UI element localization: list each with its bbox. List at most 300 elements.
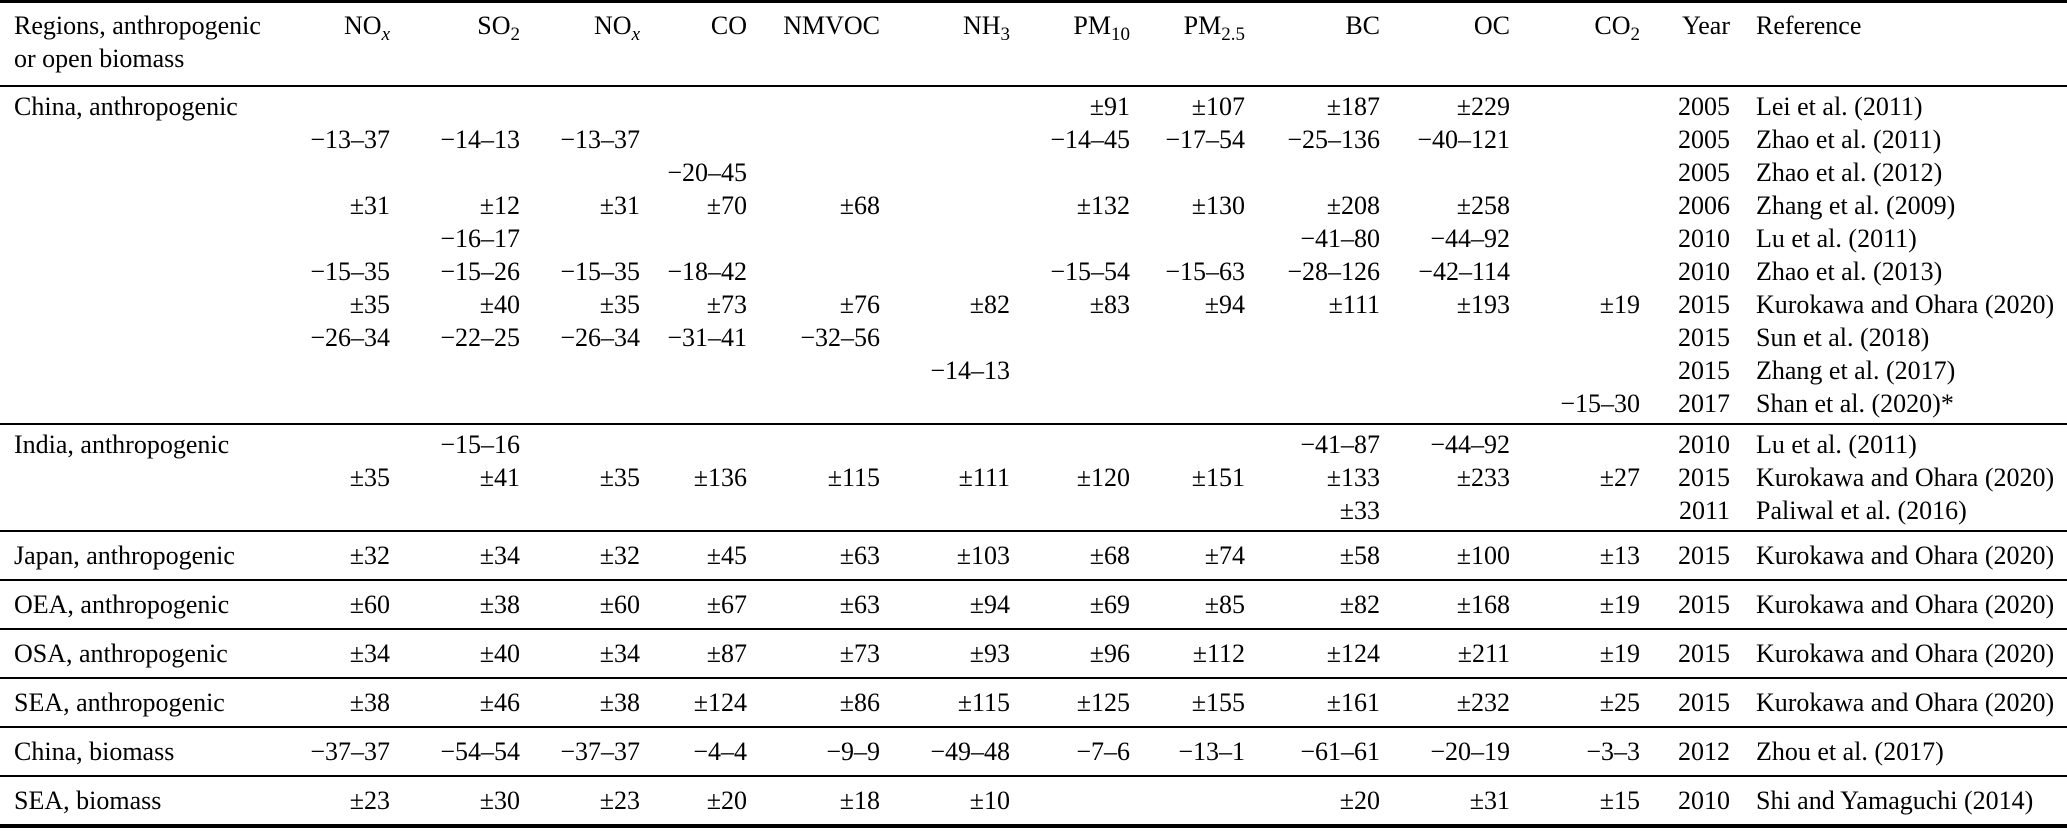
reference-value: Sun et al. (2018) xyxy=(1756,323,1930,352)
table-row xyxy=(0,222,2067,255)
nox1-value xyxy=(295,354,390,387)
nox1-value xyxy=(295,424,390,461)
nox1-value: ±32 xyxy=(349,541,390,570)
nh3-value: −49–48 xyxy=(930,737,1010,766)
header-base-text: Reference xyxy=(1756,11,1862,40)
section-osa-anthropogenic xyxy=(0,629,2067,678)
header-subscript: 2 xyxy=(510,24,520,46)
nox1-value: ±35 xyxy=(349,463,390,492)
nmvoc-value xyxy=(747,156,880,189)
reference-value: Lu et al. (2011) xyxy=(1756,224,1917,253)
pm25-value xyxy=(1130,354,1245,387)
co-value xyxy=(640,222,747,255)
reference-value: Zhang et al. (2017) xyxy=(1756,356,1956,385)
pm10-value xyxy=(1010,354,1130,387)
bc-value: ±161 xyxy=(1326,688,1380,717)
co-value: ±73 xyxy=(706,290,747,319)
column-header-bc xyxy=(1245,2,1380,87)
table-row xyxy=(0,156,2067,189)
so2-value xyxy=(390,387,520,424)
co-value: ±70 xyxy=(706,191,747,220)
so2-value: ±12 xyxy=(479,191,520,220)
year-value: 2005 xyxy=(1678,92,1730,121)
nox2-value: ±34 xyxy=(599,639,640,668)
nh3-value: ±103 xyxy=(956,541,1010,570)
header-base-text: CO xyxy=(710,11,747,40)
so2-value xyxy=(390,494,520,531)
nh3-value: ±82 xyxy=(969,290,1010,319)
nmvoc-value xyxy=(747,255,880,288)
bc-value: ±124 xyxy=(1326,639,1380,668)
co2-value: ±25 xyxy=(1599,688,1640,717)
nox1-value xyxy=(295,156,390,189)
nox2-value: ±23 xyxy=(599,786,640,815)
pm10-value: ±132 xyxy=(1076,191,1130,220)
nh3-value xyxy=(880,424,1010,461)
bc-value: −41–87 xyxy=(1300,430,1380,459)
year-value: 2015 xyxy=(1678,688,1730,717)
pm10-value xyxy=(1010,776,1130,826)
column-header-year xyxy=(1640,2,1730,87)
reference-value: Shi and Yamaguchi (2014) xyxy=(1756,786,2034,815)
column-header-nh3 xyxy=(880,2,1010,87)
year-value: 2015 xyxy=(1678,290,1730,319)
bc-value xyxy=(1245,156,1380,189)
column-header-nox2 xyxy=(520,2,640,87)
bc-value: −41–80 xyxy=(1300,224,1380,253)
column-header-so2 xyxy=(390,2,520,87)
co-value xyxy=(640,86,747,123)
nox2-value xyxy=(520,494,640,531)
header-base-text: OC xyxy=(1473,11,1510,40)
oc-value: ±100 xyxy=(1456,541,1510,570)
column-header-pm25 xyxy=(1130,2,1245,87)
reference-value: Kurokawa and Ohara (2020) xyxy=(1756,463,2055,492)
co2-value xyxy=(1510,321,1640,354)
so2-value xyxy=(390,86,520,123)
pm10-value: −7–6 xyxy=(1076,737,1130,766)
pm10-value xyxy=(1010,424,1130,461)
bc-value: ±33 xyxy=(1339,496,1380,525)
co-value xyxy=(640,387,747,424)
region-spacer xyxy=(0,354,295,387)
header-subscript: 2 xyxy=(1630,24,1640,46)
bc-value: ±20 xyxy=(1339,786,1380,815)
pm10-value: ±96 xyxy=(1089,639,1130,668)
co2-value xyxy=(1510,222,1640,255)
reference-value: Lu et al. (2011) xyxy=(1756,430,1917,459)
nox2-value xyxy=(520,387,640,424)
nox1-value: ±35 xyxy=(349,290,390,319)
header-base-text: PM xyxy=(1183,11,1222,40)
nmvoc-value: −9–9 xyxy=(826,737,880,766)
year-value: 2010 xyxy=(1678,430,1730,459)
pm10-value: ±120 xyxy=(1076,463,1130,492)
bc-value xyxy=(1245,321,1380,354)
region-spacer xyxy=(0,222,295,255)
oc-value: ±229 xyxy=(1456,92,1510,121)
reference-value: Kurokawa and Ohara (2020) xyxy=(1756,290,2055,319)
header-base-text: SO xyxy=(477,11,511,40)
year-value: 2005 xyxy=(1678,158,1730,187)
pm25-value: ±94 xyxy=(1204,290,1245,319)
region-label: India, anthropogenic xyxy=(14,430,230,459)
oc-value xyxy=(1380,494,1510,531)
region-label: OEA, anthropogenic xyxy=(14,590,230,619)
column-header-co xyxy=(640,2,747,87)
oc-value: −44–92 xyxy=(1430,224,1510,253)
nox2-value: ±32 xyxy=(599,541,640,570)
nh3-value xyxy=(880,222,1010,255)
co2-value xyxy=(1510,123,1640,156)
oc-value: ±258 xyxy=(1456,191,1510,220)
oc-value: ±193 xyxy=(1456,290,1510,319)
nh3-value: −14–13 xyxy=(930,356,1010,385)
so2-value: ±40 xyxy=(479,639,520,668)
region-spacer xyxy=(0,288,295,321)
nox1-value: ±60 xyxy=(349,590,390,619)
pm10-value xyxy=(1010,222,1130,255)
bc-value: ±58 xyxy=(1339,541,1380,570)
so2-value: ±38 xyxy=(479,590,520,619)
region-spacer xyxy=(0,387,295,424)
nox1-value xyxy=(295,86,390,123)
region-label: China, anthropogenic xyxy=(14,92,238,121)
table-row xyxy=(0,255,2067,288)
bc-value xyxy=(1245,354,1380,387)
region-spacer xyxy=(0,189,295,222)
pm10-value: ±69 xyxy=(1089,590,1130,619)
table-row xyxy=(0,727,2067,776)
bc-value: ±208 xyxy=(1326,191,1380,220)
co2-value xyxy=(1510,156,1640,189)
so2-value xyxy=(390,156,520,189)
reference-value: Zhou et al. (2017) xyxy=(1756,737,1944,766)
bc-value: −25–136 xyxy=(1287,125,1380,154)
table-row xyxy=(0,531,2067,580)
column-header-nox1 xyxy=(295,2,390,87)
so2-value: −16–17 xyxy=(440,224,520,253)
nh3-value: ±115 xyxy=(957,688,1010,717)
table-header xyxy=(0,2,2067,87)
oc-value xyxy=(1380,321,1510,354)
year-value: 2015 xyxy=(1678,541,1730,570)
column-header-reference xyxy=(1730,2,2067,87)
nh3-value: ±94 xyxy=(969,590,1010,619)
year-value: 2015 xyxy=(1678,356,1730,385)
nox1-value: −26–34 xyxy=(310,323,390,352)
nox1-value: ±34 xyxy=(349,639,390,668)
nox1-value xyxy=(295,494,390,531)
section-sea-anthropogenic xyxy=(0,678,2067,727)
section-china-anthropogenic xyxy=(0,86,2067,424)
header-subscript: x xyxy=(631,24,640,46)
nox2-value: ±38 xyxy=(599,688,640,717)
nmvoc-value xyxy=(747,424,880,461)
oc-value: ±232 xyxy=(1456,688,1510,717)
co2-value xyxy=(1510,354,1640,387)
pm25-value: ±112 xyxy=(1192,639,1245,668)
nox2-value xyxy=(520,354,640,387)
pm25-value: ±107 xyxy=(1191,92,1245,121)
nox2-value xyxy=(520,222,640,255)
nmvoc-value: ±76 xyxy=(839,290,880,319)
region-label: OSA, anthropogenic xyxy=(14,639,228,668)
so2-value: −54–54 xyxy=(440,737,520,766)
co-value xyxy=(640,494,747,531)
nox1-value: ±23 xyxy=(349,786,390,815)
nox2-value: −15–35 xyxy=(560,257,640,286)
year-value: 2015 xyxy=(1678,590,1730,619)
reference-value: Zhao et al. (2013) xyxy=(1756,257,1943,286)
co-value: ±67 xyxy=(706,590,747,619)
header-base-text: PM xyxy=(1073,11,1111,40)
nmvoc-value: ±63 xyxy=(839,541,880,570)
co-value: ±124 xyxy=(693,688,747,717)
nh3-value: ±10 xyxy=(969,786,1010,815)
oc-value: ±233 xyxy=(1456,463,1510,492)
pm25-value xyxy=(1130,321,1245,354)
nmvoc-value xyxy=(747,123,880,156)
pm25-value: ±130 xyxy=(1191,191,1245,220)
pm10-value: −14–45 xyxy=(1050,125,1130,154)
nmvoc-value: ±68 xyxy=(839,191,880,220)
year-value: 2015 xyxy=(1678,463,1730,492)
pm25-value xyxy=(1130,222,1245,255)
co-value: −18–42 xyxy=(667,257,747,286)
table-row xyxy=(0,629,2067,678)
co-value xyxy=(640,354,747,387)
section-oea-anthropogenic xyxy=(0,580,2067,629)
header-row xyxy=(0,2,2067,87)
table-row xyxy=(0,321,2067,354)
nox2-value: ±35 xyxy=(599,290,640,319)
reference-value: Zhang et al. (2009) xyxy=(1756,191,1956,220)
header-subscript: x xyxy=(381,24,390,46)
nmvoc-value xyxy=(747,86,880,123)
co-value: −20–45 xyxy=(667,158,747,187)
reference-value: Zhao et al. (2012) xyxy=(1756,158,1943,187)
year-value: 2005 xyxy=(1678,125,1730,154)
bc-value: ±187 xyxy=(1326,92,1380,121)
pm25-value xyxy=(1130,387,1245,424)
pm10-value: ±125 xyxy=(1076,688,1130,717)
pm25-value xyxy=(1130,424,1245,461)
reference-value: Kurokawa and Ohara (2020) xyxy=(1756,639,2055,668)
region-label: SEA, anthropogenic xyxy=(14,688,225,717)
table-row xyxy=(0,776,2067,826)
nmvoc-value xyxy=(747,494,880,531)
nmvoc-value: ±86 xyxy=(839,688,880,717)
oc-value xyxy=(1380,156,1510,189)
so2-value: −22–25 xyxy=(440,323,520,352)
reference-value: Zhao et al. (2011) xyxy=(1756,125,1942,154)
table-row xyxy=(0,461,2067,494)
nh3-value xyxy=(880,494,1010,531)
year-value: 2017 xyxy=(1678,389,1730,418)
year-value: 2012 xyxy=(1678,737,1730,766)
oc-value: −44–92 xyxy=(1430,430,1510,459)
nox1-value: ±38 xyxy=(349,688,390,717)
region-label: Japan, anthropogenic xyxy=(14,541,235,570)
co-value: ±45 xyxy=(706,541,747,570)
co-value xyxy=(640,123,747,156)
oc-value: ±211 xyxy=(1457,639,1510,668)
header-base-text: Year xyxy=(1682,11,1730,40)
bc-value: ±82 xyxy=(1339,590,1380,619)
table-row xyxy=(0,123,2067,156)
table-row xyxy=(0,678,2067,727)
region-spacer xyxy=(0,461,295,494)
nox1-value: −13–37 xyxy=(310,125,390,154)
pm25-value: ±155 xyxy=(1191,688,1245,717)
co2-value: ±13 xyxy=(1599,541,1640,570)
column-header-oc xyxy=(1380,2,1510,87)
pm10-value xyxy=(1010,156,1130,189)
region-spacer xyxy=(0,321,295,354)
co2-value: ±15 xyxy=(1599,786,1640,815)
section-sea-biomass xyxy=(0,776,2067,826)
year-value: 2010 xyxy=(1678,786,1730,815)
nmvoc-value: −32–56 xyxy=(800,323,880,352)
header-base-text: NMVOC xyxy=(783,11,880,40)
co2-value: ±19 xyxy=(1599,290,1640,319)
nox2-value: −37–37 xyxy=(560,737,640,766)
reference-value: Lei et al. (2011) xyxy=(1756,92,1923,121)
nox2-value xyxy=(520,156,640,189)
region-spacer xyxy=(0,255,295,288)
table-row xyxy=(0,86,2067,123)
oc-value: −20–19 xyxy=(1430,737,1510,766)
year-value: 2015 xyxy=(1678,323,1730,352)
pm10-value: ±83 xyxy=(1089,290,1130,319)
co2-value: ±27 xyxy=(1599,463,1640,492)
column-header-nmvoc xyxy=(747,2,880,87)
co2-value xyxy=(1510,86,1640,123)
co2-value xyxy=(1510,494,1640,531)
pm25-value xyxy=(1130,156,1245,189)
reference-value: Kurokawa and Ohara (2020) xyxy=(1756,688,2055,717)
table-row xyxy=(0,387,2067,424)
nox2-value: ±31 xyxy=(599,191,640,220)
pm25-value xyxy=(1130,494,1245,531)
nox2-value xyxy=(520,424,640,461)
nox1-value: −37–37 xyxy=(310,737,390,766)
table-row xyxy=(0,189,2067,222)
nmvoc-value: ±73 xyxy=(839,639,880,668)
reference-value: Shan et al. (2020)* xyxy=(1756,389,1954,418)
region-header-line1: Regions, anthropogenic xyxy=(14,11,261,40)
oc-value xyxy=(1380,354,1510,387)
nox2-value: −26–34 xyxy=(560,323,640,352)
pm10-value xyxy=(1010,321,1130,354)
oc-value: ±168 xyxy=(1456,590,1510,619)
nox2-value xyxy=(520,86,640,123)
so2-value: −14–13 xyxy=(440,125,520,154)
nh3-value xyxy=(880,255,1010,288)
nox1-value xyxy=(295,222,390,255)
table-row xyxy=(0,494,2067,531)
so2-value: ±34 xyxy=(479,541,520,570)
co-value: −4–4 xyxy=(693,737,747,766)
co2-value xyxy=(1510,189,1640,222)
co2-value xyxy=(1510,424,1640,461)
nox2-value: −13–37 xyxy=(560,125,640,154)
column-header-region xyxy=(0,2,295,87)
nox1-value: −15–35 xyxy=(310,257,390,286)
pm10-value xyxy=(1010,494,1130,531)
section-china-biomass xyxy=(0,727,2067,776)
header-subscript: 2.5 xyxy=(1221,24,1245,46)
nh3-value: ±93 xyxy=(969,639,1010,668)
table-row xyxy=(0,288,2067,321)
pm25-value xyxy=(1130,776,1245,826)
table-row xyxy=(0,580,2067,629)
header-base-text: CO xyxy=(1594,11,1631,40)
reference-value: Kurokawa and Ohara (2020) xyxy=(1756,590,2055,619)
nmvoc-value xyxy=(747,354,880,387)
bc-value: ±133 xyxy=(1326,463,1380,492)
header-base-text: NH xyxy=(962,11,1001,40)
nh3-value: ±111 xyxy=(958,463,1010,492)
column-header-pm10 xyxy=(1010,2,1130,87)
nmvoc-value xyxy=(747,222,880,255)
nmvoc-value: ±63 xyxy=(839,590,880,619)
co-value xyxy=(640,424,747,461)
region-label: China, biomass xyxy=(14,737,175,766)
year-value: 2011 xyxy=(1678,496,1730,525)
co2-value: ±19 xyxy=(1599,639,1640,668)
co2-value: −15–30 xyxy=(1560,389,1640,418)
pm25-value: −15–63 xyxy=(1165,257,1245,286)
nox1-value: ±31 xyxy=(349,191,390,220)
region-spacer xyxy=(0,156,295,189)
co2-value: −3–3 xyxy=(1586,737,1640,766)
so2-value: ±30 xyxy=(479,786,520,815)
nh3-value xyxy=(880,123,1010,156)
region-spacer xyxy=(0,123,295,156)
so2-value: ±46 xyxy=(479,688,520,717)
co-value: ±20 xyxy=(706,786,747,815)
so2-value: ±40 xyxy=(479,290,520,319)
year-value: 2006 xyxy=(1678,191,1730,220)
bc-value xyxy=(1245,387,1380,424)
nh3-value xyxy=(880,321,1010,354)
year-value: 2015 xyxy=(1678,639,1730,668)
region-header-line2: or open biomass xyxy=(14,44,185,73)
nh3-value xyxy=(880,387,1010,424)
pm25-value: −17–54 xyxy=(1165,125,1245,154)
pm25-value: ±151 xyxy=(1191,463,1245,492)
co2-value xyxy=(1510,255,1640,288)
reference-value: Kurokawa and Ohara (2020) xyxy=(1756,541,2055,570)
co-value: ±87 xyxy=(706,639,747,668)
nh3-value xyxy=(880,86,1010,123)
header-base-text: NO xyxy=(344,11,382,40)
pm10-value: −15–54 xyxy=(1050,257,1130,286)
oc-value: −42–114 xyxy=(1418,257,1510,286)
pm10-value: ±91 xyxy=(1089,92,1130,121)
year-value: 2010 xyxy=(1678,224,1730,253)
pm25-value: −13–1 xyxy=(1178,737,1245,766)
table-row xyxy=(0,354,2067,387)
section-india-anthropogenic xyxy=(0,424,2067,531)
header-subscript: 3 xyxy=(1000,24,1010,46)
nmvoc-value: ±115 xyxy=(827,463,880,492)
pm25-value: ±85 xyxy=(1204,590,1245,619)
header-base-text: BC xyxy=(1345,11,1380,40)
region-label: SEA, biomass xyxy=(14,786,162,815)
